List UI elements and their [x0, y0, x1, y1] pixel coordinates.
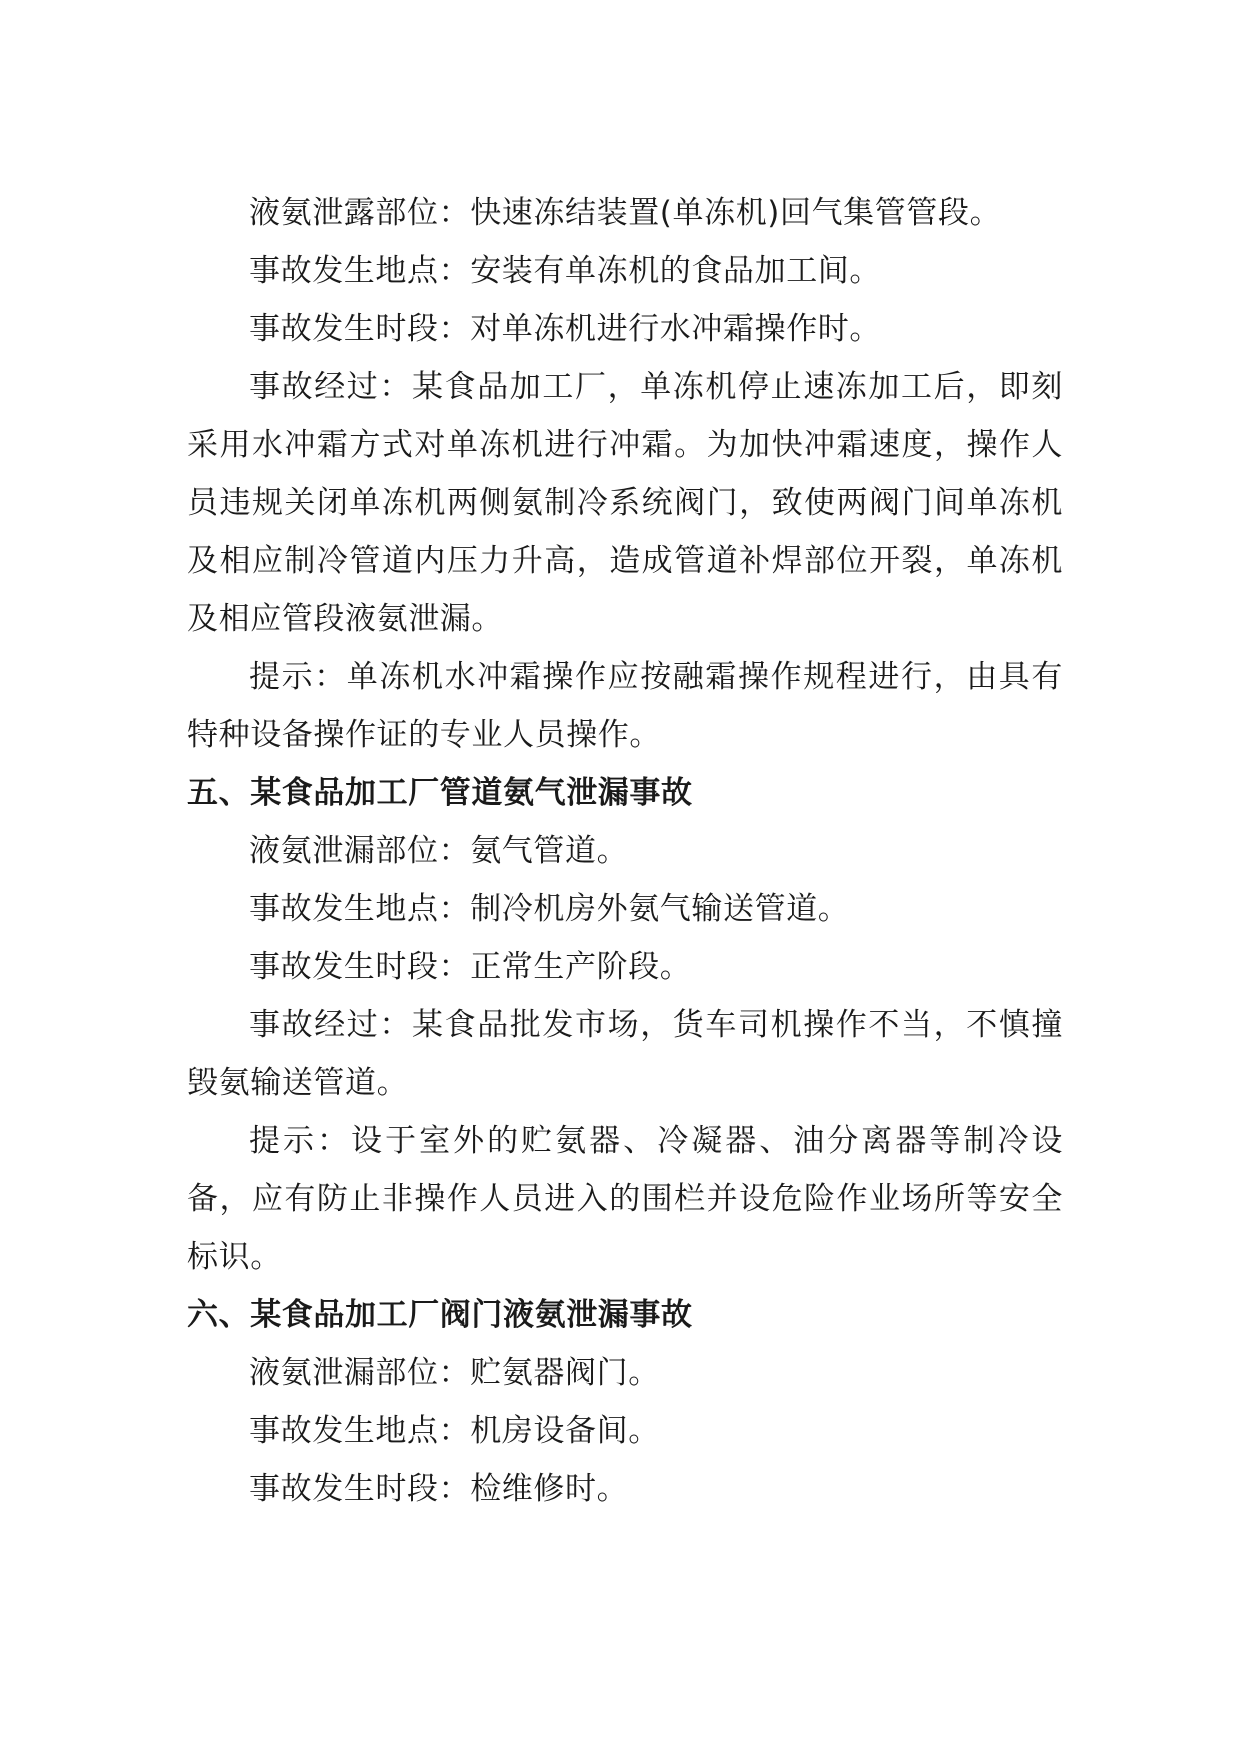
accident-process-paragraph: 事故经过：某食品加工厂，单冻机停止速冻加工后，即刻采用水冲霜方式对单冻机进行冲霜。为加快冲霜速度，操作人员违规关闭单冻机两侧氨制冷系统阀门，致使两阀门间单冻机及相应制冷管道内压力升高，造成管道补焊部位开裂，单冻机及相应管段液氨泄漏。: [187, 369, 1063, 637]
section-5-accident-site: 事故发生地点：制冷机房外氨气输送管道。: [249, 891, 850, 927]
section-6-leak-location: 液氨泄漏部位：贮氨器阀门。: [249, 1355, 660, 1391]
section-5-accident-time: 事故发生时段：正常生产阶段。: [249, 949, 692, 985]
section-6-accident-time: 事故发生时段：检维修时。: [249, 1471, 629, 1507]
accident-site-paragraph: 事故发生地点：安装有单冻机的食品加工间。: [249, 253, 881, 289]
section-5-heading: 五、某食品加工厂管道氨气泄漏事故: [187, 775, 693, 811]
document-body: [187, 184, 1063, 1518]
section-5-accident-process: 事故经过：某食品批发市场，货车司机操作不当，不慎撞毁氨输送管道。: [187, 1007, 1063, 1101]
section-5-tip: 提示：设于室外的贮氨器、冷凝器、油分离器等制冷设备，应有防止非操作人员进入的围栏并设危险作业场所等安全标识。: [187, 1123, 1063, 1275]
accident-time-paragraph: 事故发生时段：对单冻机进行水冲霜操作时。: [249, 311, 881, 347]
section-6-accident-site: 事故发生地点：机房设备间。: [249, 1413, 660, 1449]
leak-location-paragraph: 液氨泄露部位：快速冻结装置(单冻机)回气集管管段。: [249, 195, 1002, 231]
tip-paragraph: 提示：单冻机水冲霜操作应按融霜操作规程进行，由具有特种设备操作证的专业人员操作。: [187, 659, 1063, 753]
section-5-leak-location: 液氨泄漏部位：氨气管道。: [249, 833, 629, 869]
section-6-heading: 六、某食品加工厂阀门液氨泄漏事故: [187, 1297, 693, 1333]
